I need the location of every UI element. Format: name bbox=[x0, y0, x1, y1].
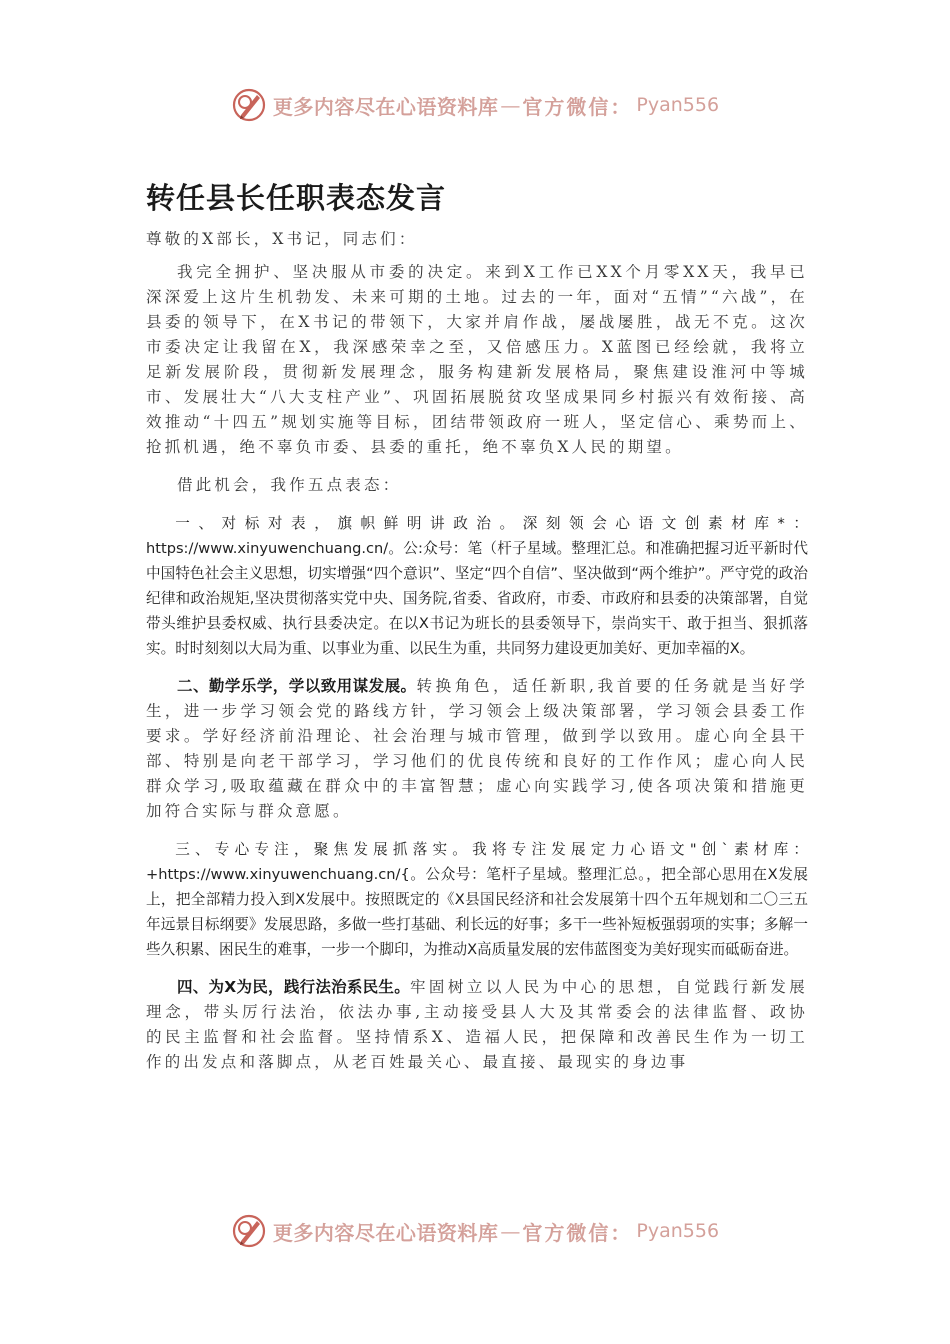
watermark-dash: — bbox=[500, 93, 521, 117]
document-body bbox=[146, 227, 808, 1075]
watermark-sub-text: 官方微信： bbox=[522, 94, 633, 119]
watermark-main-text: 更多内容尽在心语资料库 bbox=[272, 1220, 499, 1245]
document-title: 转任县长任职表态发言 bbox=[146, 181, 447, 215]
point-two-heading: 二、勤学乐学，学以致用谋发展。 bbox=[177, 677, 417, 695]
point-four-paragraph bbox=[146, 975, 808, 1075]
watermark-sub-text: 官方微信： bbox=[522, 1220, 633, 1245]
point-two-body: 转换角色，适任新职,我首要的任务就是当好学生，进一步学习领会党的路线方针，学习领会上级决策部署，学习领会县委工作要求。学好经济前沿理论、社会治理与城市管理，做到学以致用。虚心向全县干部、特别是向老干部学习，学习他们的优良传统和良好的工作作风；虚心向人民群众学习,吸取蕴藏在群众中的丰富智慧；虚心向实践学习,使各项决策和措施更加符合实际与群众意愿。 bbox=[146, 677, 808, 820]
watermark-dash: — bbox=[500, 1219, 521, 1243]
pen-logo-icon bbox=[231, 87, 267, 123]
point-three-paragraph: 三、专心专注，聚焦发展抓落实。我将专注发展定力心语文"创`素材库：+https://www.xinyuwenchuang.cn/{。公众号：笔杆子星域。整理汇总。，把全部心思用在X发展上，把全部精力投入到X发展中。按照既定的《X县国民经济和社会发展第十四个五年规划和二〇三五年远景目标纲要》发展思路，多做一些打基础、利长远的好事；多干一些补短板强弱项的实事；多解一些久积累、困民生的难事，一步一个脚印，为推动X高质量发展的宏伟蓝图变为美好现实而砥砺奋进。 bbox=[146, 841, 808, 958]
point-one-paragraph: 一、对标对表，旗帜鲜明讲政治。深刻领会心语文创素材库*：https://www.xinyuwenchuang.cn/。公:众号：笔（杆子星域。整理汇总。和准确把握习近平新时代中国特色社会主义思想，切实增强“四个意识”、坚定“四个自信”、坚决做到“两个维护”。严守党的政治纪律和政治规矩,坚决贯彻落实党中央、国务院,省委、省政府，市委、市政府和县委的决策部署，自觉带头维护县委权威、执行县委决定。在以X书记为班长的县委领导下，崇尚实干、敢于担当、狠抓落实。时时刻刻以大局为重、以事业为重、以民生为重，共同努力建设更加美好、更加幸福的X。 bbox=[146, 515, 808, 657]
lead-paragraph: 借此机会，我作五点表态： bbox=[177, 476, 402, 494]
watermark-wechat-id: Pyan556 bbox=[636, 94, 720, 116]
salutation: 尊敬的X部长，X书记，同志们： bbox=[146, 230, 418, 248]
point-four-heading: 四、为X为民，践行法治系民生。 bbox=[177, 978, 410, 996]
intro-paragraph: 我完全拥护、坚决服从市委的决定。来到X工作已XX个月零XX天，我早已深深爱上这片生机勃发、未来可期的土地。过去的一年，面对“五情”“六战”，在县委的领导下，在X书记的带领下，大家并肩作战，屡战屡胜，战无不克。这次市委决定让我留在X，我深感荣幸之至，又倍感压力。X蓝图已经绘就，我将立足新发展阶段，贯彻新发展理念，服务构建新发展格局，聚焦建设淮河中等城市、发展壮大“八大支柱产业”、巩固拓展脱贫攻坚成果同乡村振兴有效衔接、高效推动“十四五”规划实施等目标，团结带领政府一班人，坚定信心、乘势而上、抢抓机遇，绝不辜负市委、县委的重托，绝不辜负X人民的期望。 bbox=[146, 263, 808, 456]
watermark-banner-bottom bbox=[0, 1208, 950, 1254]
watermark-banner-top bbox=[0, 82, 950, 128]
watermark-main-text: 更多内容尽在心语资料库 bbox=[272, 94, 499, 119]
pen-logo-icon bbox=[231, 1213, 267, 1249]
watermark-wechat-id: Pyan556 bbox=[636, 1220, 720, 1242]
point-four-body: 牢固树立以人民为中心的思想，自觉践行新发展理念，带头厉行法治，依法办事,主动接受县人大及其常委会的法律监督、政协的民主监督和社会监督。坚持情系X、造福人民，把保障和改善民生作为一切工作的出发点和落脚点，从老百姓最关心、最直接、最现实的身边事 bbox=[146, 978, 809, 1071]
point-two-paragraph bbox=[146, 674, 808, 824]
